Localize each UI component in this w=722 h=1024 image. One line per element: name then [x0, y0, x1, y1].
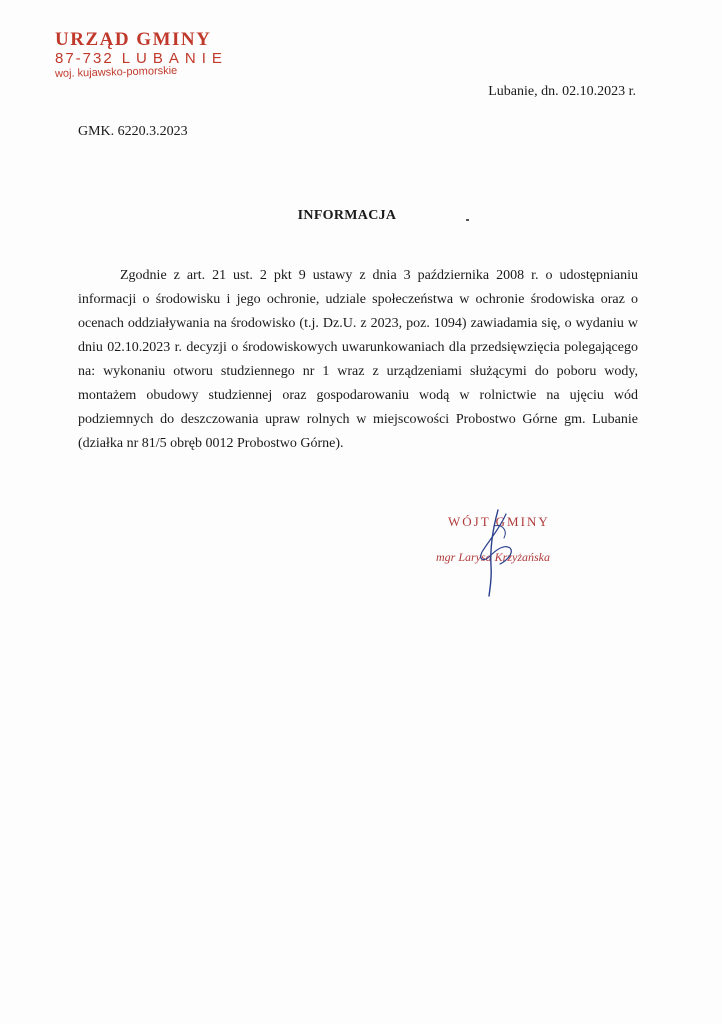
handwritten-signature [460, 508, 520, 598]
signature-title: WÓJT GMINY [448, 514, 550, 529]
stamp-postal-code: 87-732 [55, 50, 114, 67]
scan-speck [466, 219, 469, 221]
stamp-office-name: URZĄD GMINY [55, 29, 212, 50]
reference-number: GMK. 6220.3.2023 [78, 124, 188, 139]
stamp-city: LUBANIE [121, 50, 228, 67]
signature-block [420, 510, 620, 600]
document-body: Zgodnie z art. 21 ust. 2 pkt 9 ustawy z dnia 3 października 2008 r. o udostępnianiu informacji o środowisku i jego ochronie, udziale społeczeństwa w ochronie środowiska oraz o ocenach oddziaływania na środowisko (t.j. Dz.U. z 2023, poz. 1094) zawiadamia się, o wydaniu w dniu 02.10.2023 r. decyzji o środowiskowych uwarunkowaniach dla przedsięwzięcia polegającego na: wykonaniu otworu studziennego nr 1 wraz z urządzeniami służącymi do poboru wody, montażem obudowy studziennej oraz gospodarowaniu wodą w rolnictwie na ujęciu wód podziemnych do deszczowania upraw rolnych w miejscowości Probostwo Górne gm. Lubanie (działka nr 81/5 obręb 0012 Probostwo Górne). [78, 268, 638, 451]
office-stamp [55, 30, 235, 81]
place-date: Lubanie, dn. 02.10.2023 r. [488, 84, 636, 99]
stamp-province: woj. kujawsko-pomorskie [54, 64, 178, 80]
signature-name: mgr Larysa Krzyżańska [436, 550, 551, 564]
document-title: INFORMACJA [297, 208, 397, 223]
